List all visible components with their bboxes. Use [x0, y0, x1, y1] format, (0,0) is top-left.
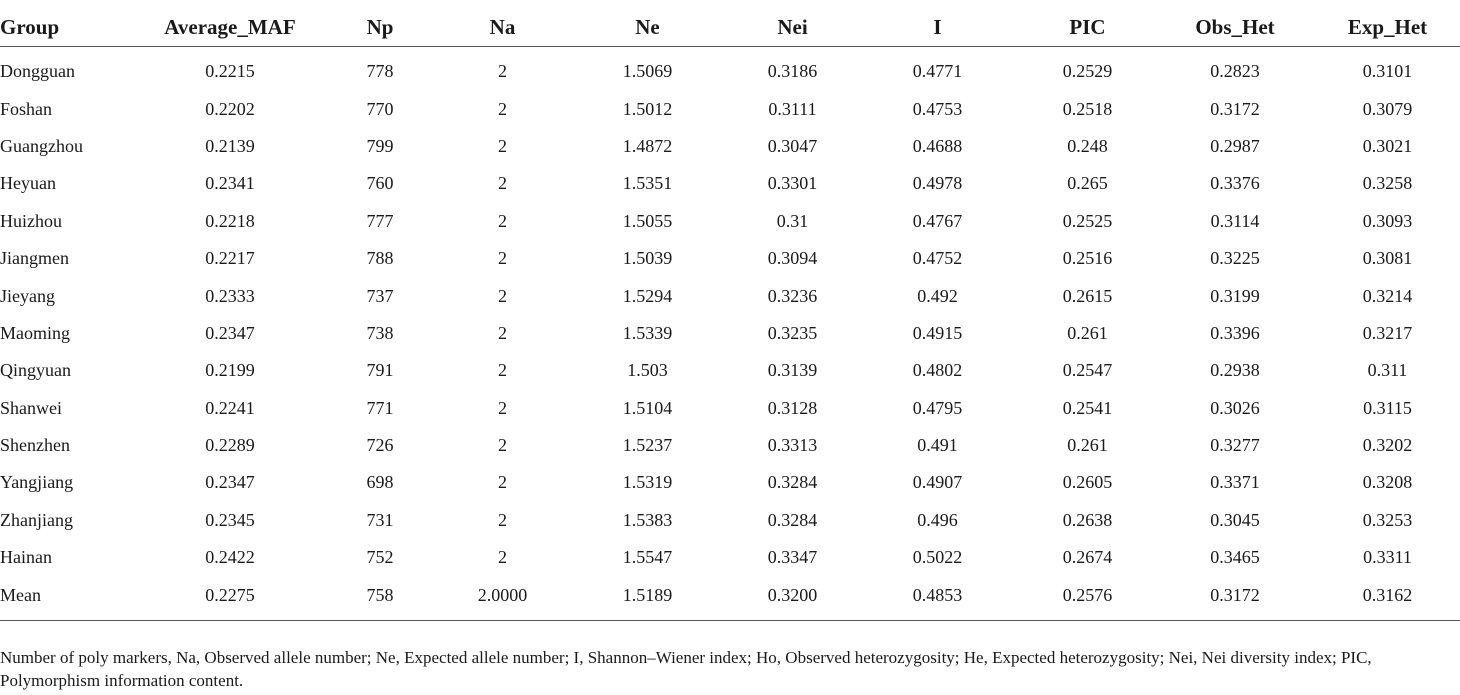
cell-np: 738 [366, 322, 394, 343]
cell-average-maf: 0.2347 [205, 472, 255, 493]
header-group: Group [0, 0, 140, 47]
cell-i: 0.5022 [912, 547, 963, 568]
cell-i: 0.4771 [912, 61, 963, 82]
cell-ne: 1.5294 [622, 285, 673, 306]
cell-pic: 0.2605 [1062, 472, 1113, 493]
cell-exp-het: 0.3115 [1363, 397, 1412, 418]
cell-pic: 0.2674 [1062, 547, 1113, 568]
cell-obs-het: 0.3371 [1210, 472, 1260, 493]
cell-na: 2 [498, 61, 507, 82]
cell-pic: 0.265 [1067, 173, 1108, 194]
cell-group: Yangjiang [0, 472, 74, 493]
cell-exp-het: 0.311 [1367, 360, 1408, 381]
cell-pic: 0.2518 [1062, 98, 1113, 119]
cell-ne: 1.5055 [622, 210, 673, 231]
header-nei: Nei [730, 0, 855, 47]
cell-i: 0.4753 [912, 98, 963, 119]
table-row [0, 165, 1460, 202]
cell-nei: 0.3235 [767, 322, 818, 343]
cell-group: Hainan [0, 547, 52, 568]
cell-group: Shanwei [0, 397, 62, 418]
cell-obs-het: 0.3199 [1210, 285, 1260, 306]
cell-group: Jieyang [0, 285, 55, 306]
cell-obs-het: 0.3376 [1210, 173, 1260, 194]
cell-i: 0.4915 [912, 322, 963, 343]
table-header-row [0, 0, 1460, 47]
cell-exp-het: 0.3081 [1362, 248, 1413, 269]
cell-pic: 0.2615 [1062, 285, 1113, 306]
cell-nei: 0.3284 [767, 509, 818, 530]
cell-exp-het: 0.3079 [1362, 98, 1413, 119]
cell-pic: 0.248 [1067, 135, 1108, 156]
cell-obs-het: 0.3277 [1210, 435, 1260, 456]
cell-ne: 1.5547 [622, 547, 673, 568]
cell-obs-het: 0.3396 [1210, 322, 1260, 343]
cell-nei: 0.31 [776, 210, 809, 231]
cell-i: 0.4688 [912, 135, 963, 156]
cell-average-maf: 0.2341 [205, 173, 255, 194]
cell-i: 0.492 [917, 285, 958, 306]
cell-nei: 0.3284 [767, 472, 818, 493]
cell-np: 760 [366, 173, 394, 194]
table-row [0, 240, 1460, 277]
cell-na: 2 [498, 322, 507, 343]
cell-i: 0.496 [917, 509, 958, 530]
cell-exp-het: 0.3208 [1362, 472, 1413, 493]
cell-nei: 0.3200 [730, 576, 855, 620]
cell-exp-het: 0.3258 [1362, 173, 1413, 194]
table-row [0, 427, 1460, 464]
cell-group: Mean [0, 576, 140, 620]
cell-exp-het: 0.3217 [1362, 322, 1413, 343]
cell-pic: 0.261 [1067, 322, 1108, 343]
cell-group: Huizhou [0, 210, 62, 231]
cell-na: 2.0000 [440, 576, 565, 620]
cell-ne: 1.5319 [622, 472, 673, 493]
cell-ne: 1.4872 [622, 135, 673, 156]
cell-obs-het: 0.3225 [1210, 248, 1260, 269]
cell-ne: 1.5189 [565, 576, 730, 620]
header-ne: Ne [565, 0, 730, 47]
cell-group: Guangzhou [0, 135, 83, 156]
cell-na: 2 [498, 547, 507, 568]
cell-exp-het: 0.3162 [1315, 576, 1460, 620]
table-row [0, 315, 1460, 352]
cell-obs-het: 0.3172 [1210, 98, 1260, 119]
cell-i: 0.4907 [912, 472, 963, 493]
cell-ne: 1.5104 [622, 397, 673, 418]
cell-group: Dongguan [0, 61, 75, 82]
cell-i: 0.4752 [912, 248, 963, 269]
table-footnote: Number of poly markers, Na, Observed allele number; Ne, Expected allele number; I, Shannon–Wiener index; Ho, Observed heterozygosity; He, Expected heterozygosity; Nei, Nei diversity index; PIC, Polymorphism information content. [0, 648, 1372, 690]
table-row [0, 90, 1460, 127]
cell-average-maf: 0.2139 [205, 135, 255, 156]
cell-exp-het: 0.3214 [1362, 285, 1413, 306]
cell-obs-het: 0.3172 [1155, 576, 1315, 620]
cell-i: 0.4802 [912, 360, 963, 381]
cell-np: 788 [366, 248, 394, 269]
header-na: Na [440, 0, 565, 47]
header-exp-het: Exp_Het [1315, 0, 1460, 47]
cell-nei: 0.3139 [767, 360, 818, 381]
cell-average-maf: 0.2241 [205, 397, 255, 418]
header-average-maf: Average_MAF [140, 0, 320, 47]
cell-obs-het: 0.2987 [1210, 135, 1260, 156]
cell-nei: 0.3128 [767, 397, 818, 418]
table-row [0, 576, 1460, 620]
header-i: I [855, 0, 1020, 47]
cell-na: 2 [498, 397, 507, 418]
cell-ne: 1.5069 [622, 61, 673, 82]
cell-ne: 1.5383 [622, 509, 673, 530]
cell-na: 2 [498, 135, 507, 156]
cell-exp-het: 0.3093 [1362, 210, 1413, 231]
cell-obs-het: 0.3026 [1210, 397, 1260, 418]
table-row [0, 47, 1460, 91]
cell-nei: 0.3111 [768, 98, 817, 119]
cell-pic: 0.2529 [1062, 61, 1113, 82]
cell-group: Zhanjiang [0, 509, 73, 530]
cell-group: Maoming [0, 322, 70, 343]
cell-na: 2 [498, 98, 507, 119]
cell-average-maf: 0.2333 [205, 285, 255, 306]
cell-exp-het: 0.3101 [1362, 61, 1413, 82]
cell-ne: 1.5237 [622, 435, 673, 456]
table-row [0, 128, 1460, 165]
cell-pic: 0.2547 [1062, 360, 1113, 381]
cell-ne: 1.5351 [622, 173, 673, 194]
cell-na: 2 [498, 360, 507, 381]
cell-exp-het: 0.3021 [1362, 135, 1413, 156]
cell-np: 770 [366, 98, 394, 119]
table-row [0, 352, 1460, 389]
cell-i: 0.491 [917, 435, 958, 456]
cell-obs-het: 0.2823 [1210, 61, 1260, 82]
cell-group: Shenzhen [0, 435, 70, 456]
cell-na: 2 [498, 173, 507, 194]
cell-np: 791 [366, 360, 394, 381]
cell-average-maf: 0.2217 [205, 248, 255, 269]
cell-na: 2 [498, 285, 507, 306]
cell-i: 0.4853 [855, 576, 1020, 620]
cell-np: 752 [366, 547, 394, 568]
table-body [0, 47, 1460, 621]
cell-np: 778 [366, 61, 394, 82]
table-row [0, 277, 1460, 314]
cell-i: 0.4767 [912, 210, 963, 231]
cell-ne: 1.5012 [622, 98, 673, 119]
cell-group: Qingyuan [0, 360, 71, 381]
cell-na: 2 [498, 472, 507, 493]
header-np: Np [320, 0, 440, 47]
cell-exp-het: 0.3253 [1362, 509, 1413, 530]
cell-average-maf: 0.2345 [205, 509, 255, 530]
cell-average-maf: 0.2289 [205, 435, 255, 456]
cell-np: 737 [366, 285, 394, 306]
cell-np: 799 [366, 135, 394, 156]
cell-obs-het: 0.3045 [1210, 509, 1260, 530]
cell-nei: 0.3313 [767, 435, 818, 456]
cell-pic: 0.2638 [1062, 509, 1113, 530]
cell-nei: 0.3301 [767, 173, 818, 194]
cell-obs-het: 0.3465 [1210, 547, 1260, 568]
cell-nei: 0.3186 [767, 61, 818, 82]
cell-average-maf: 0.2218 [205, 210, 255, 231]
cell-exp-het: 0.3202 [1362, 435, 1413, 456]
cell-np: 698 [366, 472, 394, 493]
cell-average-maf: 0.2199 [205, 360, 255, 381]
cell-average-maf: 0.2347 [205, 322, 255, 343]
cell-nei: 0.3236 [767, 285, 818, 306]
cell-average-maf: 0.2422 [205, 547, 255, 568]
cell-i: 0.4795 [912, 397, 963, 418]
cell-na: 2 [498, 435, 507, 456]
cell-pic: 0.2541 [1062, 397, 1113, 418]
cell-np: 731 [366, 509, 394, 530]
table-row [0, 502, 1460, 539]
table-row [0, 390, 1460, 427]
cell-np: 726 [366, 435, 394, 456]
cell-ne: 1.5339 [622, 322, 673, 343]
cell-ne: 1.503 [627, 360, 668, 381]
cell-pic: 0.2576 [1020, 576, 1155, 620]
cell-np: 758 [320, 576, 440, 620]
table-row [0, 464, 1460, 501]
cell-exp-het: 0.3311 [1363, 547, 1412, 568]
cell-obs-het: 0.3114 [1210, 210, 1260, 231]
cell-pic: 0.261 [1067, 435, 1108, 456]
header-obs-het: Obs_Het [1155, 0, 1315, 47]
header-pic: PIC [1020, 0, 1155, 47]
cell-obs-het: 0.2938 [1210, 360, 1260, 381]
cell-average-maf: 0.2275 [140, 576, 320, 620]
cell-pic: 0.2516 [1062, 248, 1113, 269]
cell-pic: 0.2525 [1062, 210, 1113, 231]
cell-group: Heyuan [0, 173, 56, 194]
cell-average-maf: 0.2202 [205, 98, 255, 119]
table-row [0, 539, 1460, 576]
cell-na: 2 [498, 248, 507, 269]
cell-nei: 0.3094 [767, 248, 818, 269]
cell-na: 2 [498, 210, 507, 231]
cell-na: 2 [498, 509, 507, 530]
cell-i: 0.4978 [912, 173, 963, 194]
cell-ne: 1.5039 [622, 248, 673, 269]
cell-nei: 0.3347 [767, 547, 818, 568]
cell-group: Foshan [0, 98, 53, 119]
table-row [0, 203, 1460, 240]
cell-nei: 0.3047 [767, 135, 818, 156]
cell-average-maf: 0.2215 [205, 61, 255, 82]
cell-group: Jiangmen [0, 248, 69, 269]
cell-np: 777 [366, 210, 394, 231]
cell-np: 771 [366, 397, 394, 418]
